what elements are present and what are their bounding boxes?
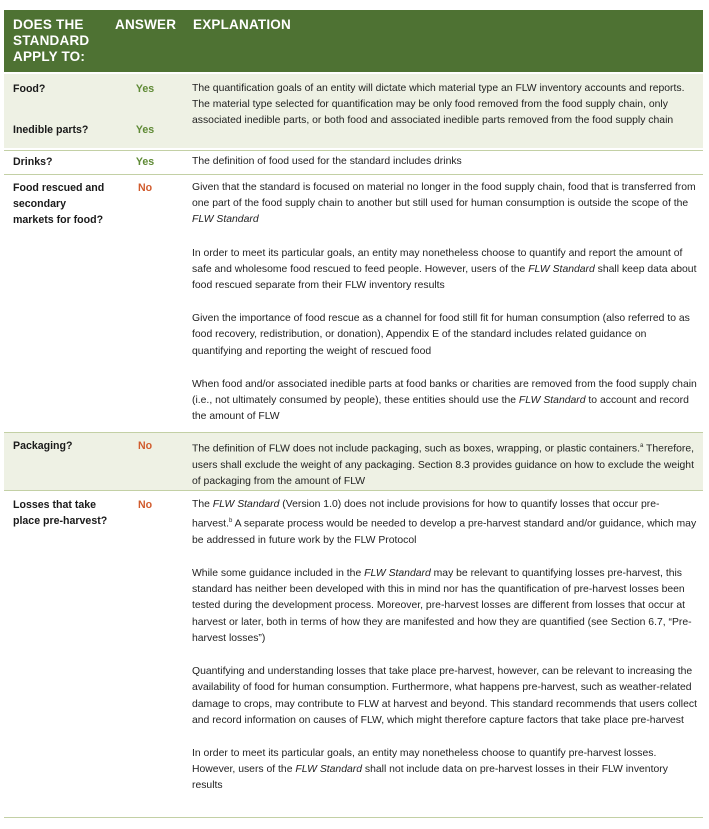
question-packaging: Packaging? — [13, 440, 73, 452]
explanation-food-rescued — [192, 180, 697, 425]
paragraph: In order to meet its particular goals, an entity may nonetheless choose to quantify pre-harvest losses. However, users of the FLW Standard shall not include data on pre-harvest losses in their FLW inventory results — [192, 747, 668, 792]
answer-drinks: Yes — [135, 156, 155, 168]
explanation-food-inedible: The quantification goals of an entity will dictate which material type an FLW inventory accounts and reports. The material type selected for quantification may be only food removed from the food supply chain, only associated inedible parts, or both food and associated inedible parts removed from the food supply chain — [192, 83, 685, 127]
explanation-pre-harvest — [192, 497, 697, 795]
answer-inedible-parts: Yes — [135, 124, 155, 136]
answer-packaging: No — [137, 440, 153, 452]
header-question: DOES THE STANDARD APPLY TO: — [13, 17, 90, 64]
paragraph: Quantifying and understanding losses that take place pre-harvest, however, can be relevant to increasing the availability of food for human consumption. Furthermore, what happens pre-harvest, such as weather-related damage to crops, may contribute to FLW at harvest and beyond. This standard recommends that users collect and record information on causes of FLW, which might therefore capture factors that take place pre-harvest — [192, 666, 697, 726]
table-row-packaging — [4, 432, 703, 491]
table-row-drinks — [4, 150, 703, 175]
answer-food-rescued: No — [137, 182, 153, 194]
table-header — [4, 10, 703, 72]
explanation-drinks: The definition of food used for the standard includes drinks — [192, 156, 462, 167]
question-food: Food? — [13, 83, 46, 95]
paragraph: Given that the standard is focused on material no longer in the food supply chain, food that is transferred from one part of the food supply chain to another but still used for human consumption is outside the scope of the FLW Standard — [192, 182, 696, 226]
table-row-pre-harvest — [4, 490, 703, 818]
table-bottom-rule — [4, 817, 703, 818]
paragraph: While some guidance included in the FLW Standard may be relevant to quantifying losses pre-harvest, this standard has neither been developed with this in mind nor has the quantification of pre-harvest losses been tested during the development process. Moreover, pre-harvest losses are different from losses that occur at harvest or later, both in terms of how they are manifested and how they are quantified (see Section 6.7, “Pre-harvest losses”) — [192, 568, 692, 644]
table-row-food-rescued — [4, 174, 703, 433]
question-food-rescued: Food rescued and secondary markets for food? — [13, 182, 105, 226]
table-row-food-inedible — [4, 74, 703, 148]
question-pre-harvest: Losses that take place pre-harvest? — [13, 499, 108, 527]
answer-food: Yes — [135, 83, 155, 95]
paragraph: The FLW Standard (Version 1.0) does not include provisions for how to quantify losses that occur pre-harvest.$^b$ A separate process would be needed to develop a pre-harvest standard and/or guidance, which may be addressed in future work by the FLW Protocol — [192, 499, 697, 546]
paragraph: When food and/or associated inedible parts at food banks or charities are removed from the food supply chain (i.e., not ultimately consumed by people), these entities should use the FLW Standard to account and record the amount of FLW — [192, 378, 697, 423]
question-drinks: Drinks? — [13, 156, 53, 168]
paragraph: In order to meet its particular goals, an entity may nonetheless choose to quantify and report the amount of safe and wholesome food rescued to feed people. However, users of the FLW Standard shall keep data about food rescued separate from their FLW inventory results — [192, 247, 697, 292]
header-explanation: EXPLANATION — [193, 17, 291, 32]
question-inedible-parts: Inedible parts? — [13, 124, 89, 136]
explanation-packaging — [192, 438, 697, 490]
paragraph: The definition of FLW does not include packaging, such as boxes, wrapping, or plastic containers.$^a$ Therefore, users shall exclude the weight of any packaging. Section 8.3 provides guidance on how to exclude the weight of packaging from the amount of FLW — [192, 443, 694, 487]
answer-pre-harvest: No — [137, 499, 153, 511]
paragraph: Given the importance of food rescue as a channel for food still fit for human consumption (also referred to as food recovery, redistribution, or donation), Appendix E of the standard includes related guidance on quantifying and reporting the weight of rescued food — [192, 313, 690, 357]
header-answer: ANSWER — [115, 17, 177, 32]
